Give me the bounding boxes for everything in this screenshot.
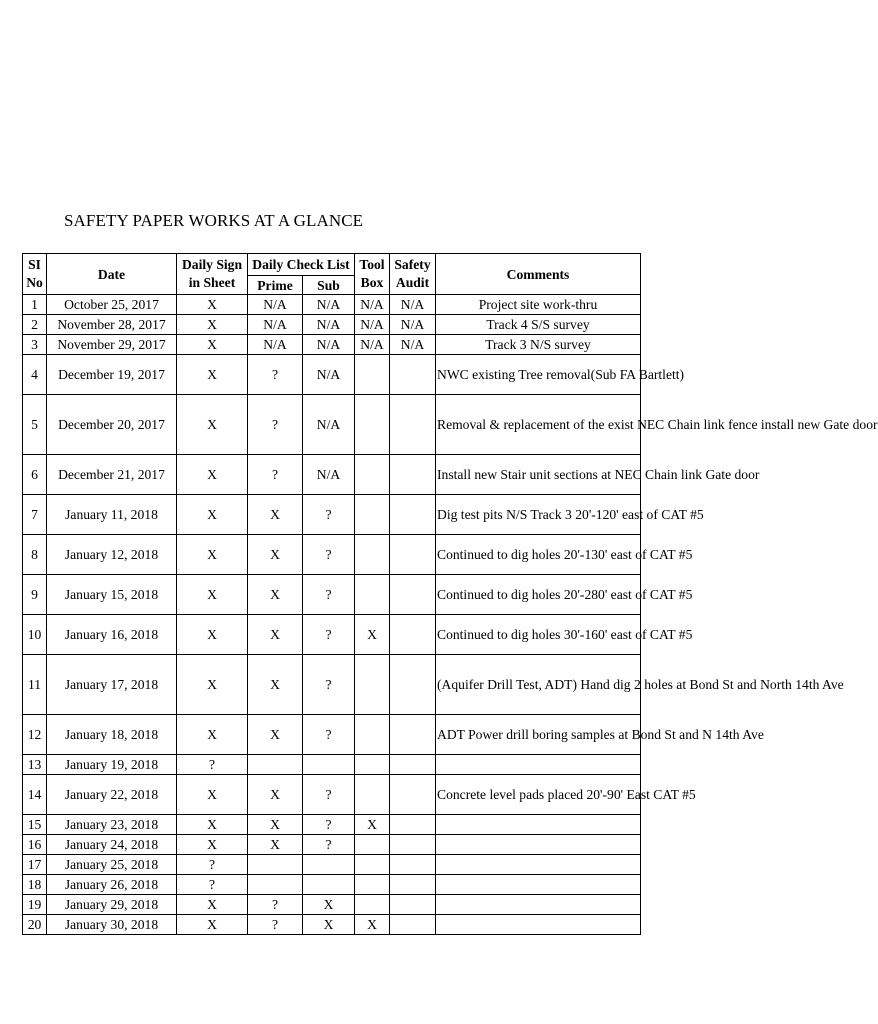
table-row: [23, 855, 641, 875]
cell-prime: ?: [248, 895, 303, 915]
table-row: [23, 755, 641, 775]
cell-comments: [436, 855, 641, 875]
cell-tool-box: X: [355, 815, 390, 835]
cell-sl-no: 4: [23, 355, 47, 395]
cell-comments: [436, 815, 641, 835]
cell-prime: X: [248, 535, 303, 575]
cell-tool-box: [355, 395, 390, 455]
cell-date: January 19, 2018: [47, 755, 177, 775]
header-comments: Comments: [436, 254, 641, 295]
table-header: [23, 254, 641, 295]
cell-date: January 26, 2018: [47, 875, 177, 895]
cell-daily-sign: ?: [177, 855, 248, 875]
cell-sub: [303, 855, 355, 875]
cell-safety-audit: [390, 855, 436, 875]
header-sub: Sub: [303, 276, 355, 295]
cell-safety-audit: [390, 575, 436, 615]
cell-comments: [436, 755, 641, 775]
table-row: [23, 315, 641, 335]
table-row: [23, 715, 641, 755]
cell-daily-sign: X: [177, 315, 248, 335]
cell-daily-sign: X: [177, 295, 248, 315]
cell-comments: [436, 875, 641, 895]
cell-date: January 17, 2018: [47, 655, 177, 715]
cell-comments: ADT Power drill boring samples at Bond St and N 14th Ave: [436, 715, 641, 755]
cell-daily-sign: ?: [177, 755, 248, 775]
cell-date: January 12, 2018: [47, 535, 177, 575]
cell-safety-audit: [390, 395, 436, 455]
cell-sub: N/A: [303, 335, 355, 355]
cell-tool-box: N/A: [355, 315, 390, 335]
cell-prime: ?: [248, 915, 303, 935]
cell-date: November 28, 2017: [47, 315, 177, 335]
cell-sub: ?: [303, 835, 355, 855]
cell-comments: Removal & replacement of the exist NEC Chain link fence install new Gate door: [436, 395, 641, 455]
cell-daily-sign: X: [177, 575, 248, 615]
header-prime: Prime: [248, 276, 303, 295]
cell-date: January 11, 2018: [47, 495, 177, 535]
cell-tool-box: N/A: [355, 295, 390, 315]
cell-daily-sign: X: [177, 535, 248, 575]
cell-tool-box: [355, 855, 390, 875]
cell-safety-audit: [390, 355, 436, 395]
cell-daily-sign: X: [177, 835, 248, 855]
cell-comments: Install new Stair unit sections at NEC Chain link Gate door: [436, 455, 641, 495]
table-row: [23, 575, 641, 615]
cell-sl-no: 10: [23, 615, 47, 655]
cell-comments: Track 4 S/S survey: [436, 315, 641, 335]
cell-daily-sign: ?: [177, 875, 248, 895]
header-date: Date: [47, 254, 177, 295]
cell-daily-sign: X: [177, 455, 248, 495]
cell-prime: X: [248, 835, 303, 855]
cell-sl-no: 12: [23, 715, 47, 755]
cell-safety-audit: [390, 895, 436, 915]
table-row: [23, 395, 641, 455]
cell-comments: Track 3 N/S survey: [436, 335, 641, 355]
cell-comments: Project site work-thru: [436, 295, 641, 315]
cell-sl-no: 8: [23, 535, 47, 575]
cell-comments: (Aquifer Drill Test, ADT) Hand dig 2 holes at Bond St and North 14th Ave: [436, 655, 641, 715]
table-row: [23, 815, 641, 835]
cell-sl-no: 17: [23, 855, 47, 875]
cell-prime: [248, 875, 303, 895]
cell-sl-no: 9: [23, 575, 47, 615]
cell-tool-box: X: [355, 615, 390, 655]
cell-prime: [248, 755, 303, 775]
cell-sub: ?: [303, 495, 355, 535]
cell-daily-sign: X: [177, 495, 248, 535]
cell-tool-box: [355, 835, 390, 855]
cell-comments: Continued to dig holes 20'-280' east of CAT #5: [436, 575, 641, 615]
table-row: [23, 655, 641, 715]
cell-prime: ?: [248, 455, 303, 495]
cell-comments: Continued to dig holes 30'-160' east of CAT #5: [436, 615, 641, 655]
header-daily-check-list: Daily Check List: [248, 254, 355, 276]
cell-sub: ?: [303, 715, 355, 755]
cell-date: January 15, 2018: [47, 575, 177, 615]
cell-daily-sign: X: [177, 395, 248, 455]
header-daily-sign-in-sheet: Daily Sign in Sheet: [177, 254, 248, 295]
header-sl-no: SI No: [23, 254, 47, 295]
cell-sub: N/A: [303, 395, 355, 455]
cell-prime: X: [248, 715, 303, 755]
cell-sub: ?: [303, 815, 355, 835]
cell-safety-audit: N/A: [390, 335, 436, 355]
table-row: [23, 615, 641, 655]
cell-sl-no: 5: [23, 395, 47, 455]
cell-prime: ?: [248, 355, 303, 395]
cell-daily-sign: X: [177, 355, 248, 395]
cell-comments: NWC existing Tree removal(Sub FA Bartlett): [436, 355, 641, 395]
cell-sl-no: 16: [23, 835, 47, 855]
cell-tool-box: N/A: [355, 335, 390, 355]
cell-safety-audit: [390, 455, 436, 495]
cell-sl-no: 2: [23, 315, 47, 335]
cell-safety-audit: N/A: [390, 315, 436, 335]
table-row: [23, 455, 641, 495]
cell-sub: ?: [303, 615, 355, 655]
cell-date: January 23, 2018: [47, 815, 177, 835]
cell-safety-audit: [390, 535, 436, 575]
cell-prime: X: [248, 815, 303, 835]
cell-prime: N/A: [248, 295, 303, 315]
table-row: [23, 775, 641, 815]
cell-daily-sign: X: [177, 335, 248, 355]
cell-sl-no: 7: [23, 495, 47, 535]
cell-tool-box: [355, 355, 390, 395]
cell-sub: X: [303, 915, 355, 935]
cell-prime: X: [248, 575, 303, 615]
table-row: [23, 355, 641, 395]
cell-tool-box: [355, 455, 390, 495]
cell-prime: X: [248, 615, 303, 655]
cell-date: January 24, 2018: [47, 835, 177, 855]
cell-sub: N/A: [303, 455, 355, 495]
safety-paperwork-table: [22, 253, 878, 935]
cell-tool-box: [355, 895, 390, 915]
cell-sub: [303, 875, 355, 895]
cell-sub: ?: [303, 775, 355, 815]
cell-sub: N/A: [303, 355, 355, 395]
cell-daily-sign: X: [177, 715, 248, 755]
cell-sub: ?: [303, 575, 355, 615]
cell-safety-audit: [390, 835, 436, 855]
cell-date: December 19, 2017: [47, 355, 177, 395]
cell-safety-audit: [390, 655, 436, 715]
cell-prime: X: [248, 775, 303, 815]
table-row: [23, 535, 641, 575]
cell-safety-audit: [390, 715, 436, 755]
cell-date: October 25, 2017: [47, 295, 177, 315]
cell-prime: ?: [248, 395, 303, 455]
cell-date: January 29, 2018: [47, 895, 177, 915]
cell-tool-box: [355, 575, 390, 615]
cell-tool-box: [355, 535, 390, 575]
cell-date: January 16, 2018: [47, 615, 177, 655]
cell-prime: N/A: [248, 315, 303, 335]
cell-tool-box: [355, 775, 390, 815]
cell-comments: [436, 835, 641, 855]
cell-daily-sign: X: [177, 915, 248, 935]
table-row: [23, 835, 641, 855]
cell-sl-no: 14: [23, 775, 47, 815]
cell-sl-no: 18: [23, 875, 47, 895]
cell-sub: [303, 755, 355, 775]
cell-safety-audit: [390, 775, 436, 815]
cell-sl-no: 3: [23, 335, 47, 355]
cell-comments: [436, 915, 641, 935]
cell-comments: Dig test pits N/S Track 3 20'-120' east of CAT #5: [436, 495, 641, 535]
table-row: [23, 495, 641, 535]
cell-daily-sign: X: [177, 815, 248, 835]
header-tool-box: Tool Box: [355, 254, 390, 295]
cell-comments: Concrete level pads placed 20'-90' East CAT #5: [436, 775, 641, 815]
cell-daily-sign: X: [177, 615, 248, 655]
cell-date: November 29, 2017: [47, 335, 177, 355]
cell-safety-audit: [390, 755, 436, 775]
table-row: [23, 915, 641, 935]
table-body: [23, 295, 878, 935]
table-row: [23, 295, 641, 315]
cell-date: January 30, 2018: [47, 915, 177, 935]
cell-date: January 22, 2018: [47, 775, 177, 815]
cell-sl-no: 13: [23, 755, 47, 775]
cell-sl-no: 20: [23, 915, 47, 935]
cell-sub: ?: [303, 535, 355, 575]
cell-tool-box: [355, 755, 390, 775]
cell-prime: [248, 855, 303, 875]
cell-sl-no: 6: [23, 455, 47, 495]
cell-daily-sign: X: [177, 655, 248, 715]
document-title: SAFETY PAPER WORKS AT A GLANCE: [64, 211, 364, 230]
cell-date: December 20, 2017: [47, 395, 177, 455]
cell-prime: X: [248, 495, 303, 535]
cell-sl-no: 15: [23, 815, 47, 835]
cell-prime: N/A: [248, 335, 303, 355]
header-safety-audit: Safety Audit: [390, 254, 436, 295]
cell-sl-no: 19: [23, 895, 47, 915]
cell-safety-audit: [390, 815, 436, 835]
cell-sl-no: 1: [23, 295, 47, 315]
cell-prime: X: [248, 655, 303, 715]
cell-sub: N/A: [303, 315, 355, 335]
cell-safety-audit: N/A: [390, 295, 436, 315]
cell-safety-audit: [390, 875, 436, 895]
cell-date: January 25, 2018: [47, 855, 177, 875]
cell-daily-sign: X: [177, 775, 248, 815]
cell-sl-no: 11: [23, 655, 47, 715]
table-row: [23, 895, 641, 915]
cell-safety-audit: [390, 495, 436, 535]
cell-sub: X: [303, 895, 355, 915]
cell-comments: Continued to dig holes 20'-130' east of CAT #5: [436, 535, 641, 575]
cell-tool-box: [355, 655, 390, 715]
cell-tool-box: [355, 495, 390, 535]
table-row: [23, 875, 641, 895]
cell-safety-audit: [390, 615, 436, 655]
table-row: [23, 335, 641, 355]
cell-sub: N/A: [303, 295, 355, 315]
cell-tool-box: [355, 875, 390, 895]
cell-tool-box: X: [355, 915, 390, 935]
cell-date: January 18, 2018: [47, 715, 177, 755]
cell-tool-box: [355, 715, 390, 755]
cell-date: December 21, 2017: [47, 455, 177, 495]
cell-daily-sign: X: [177, 895, 248, 915]
cell-safety-audit: [390, 915, 436, 935]
cell-comments: [436, 895, 641, 915]
cell-sub: ?: [303, 655, 355, 715]
